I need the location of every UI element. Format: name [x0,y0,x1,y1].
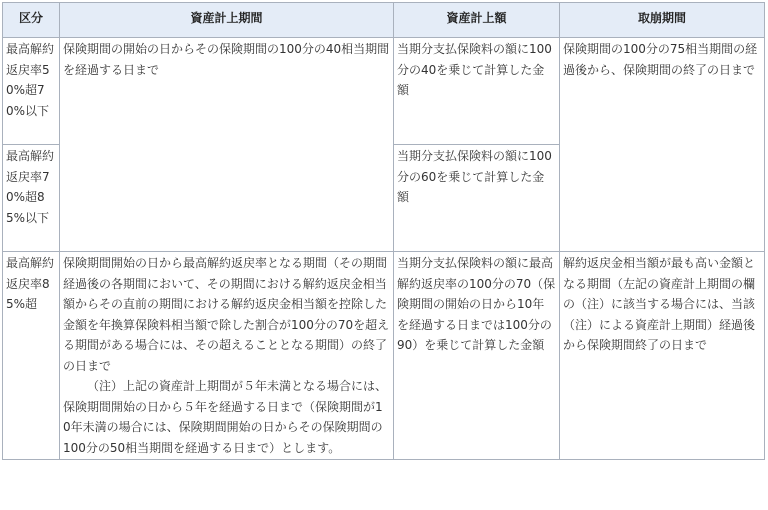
amount-cell: 当期分支払保険料の額に100分の60を乗じて計算した金額 [394,145,560,252]
category-cell: 最高解約返戻率50%超70%以下 [3,38,60,145]
reversal-cell: 保険期間の100分の75相当期間の経過後から、保険期間の終了の日まで [560,38,765,252]
header-category: 区分 [3,3,60,38]
table-row [3,38,765,145]
amount-cell: 当期分支払保険料の額に最高解約返戻率の100分の70（保険期間の開始の日から10年を経過する日までは100分の90）を乗じて計算した金額 [394,252,560,460]
header-amount: 資産計上額 [394,3,560,38]
header-row [3,3,765,38]
insurance-asset-table [2,2,765,460]
category-cell: 最高解約返戻率85%超 [3,252,60,460]
amount-cell: 当期分支払保険料の額に100分の40を乗じて計算した金額 [394,38,560,145]
period-note-text: （注）上記の資産計上期間が５年未満となる場合には、保険期間開始の日から５年を経過する日まで（保険期間が10年未満の場合には、保険期間開始の日からその保険期間の100分の50相当期間を経過する日まで）とします。 [63,379,388,455]
period-cell [60,252,394,460]
table-row [3,252,765,460]
header-reversal: 取崩期間 [560,3,765,38]
category-cell: 最高解約返戻率70%超85%以下 [3,145,60,252]
period-cell: 保険期間の開始の日からその保険期間の100分の40相当期間を経過する日まで [60,38,394,252]
period-main-text: 保険期間開始の日から最高解約返戻率となる期間（その期間経過後の各期間において、その期間における解約返戻金相当額からその直前の期間における解約返戻金相当額を控除した金額を年換算保険料相当額で除した割合が100分の70を超える期間がある場合には、その超えることとなる期間）の終了の日まで [63,256,390,373]
header-period: 資産計上期間 [60,3,394,38]
reversal-cell: 解約返戻金相当額が最も高い金額となる期間（左記の資産計上期間の欄の（注）に該当する場合には、当該（注）による資産計上期間）経過後から保険期間終了の日まで [560,252,765,460]
